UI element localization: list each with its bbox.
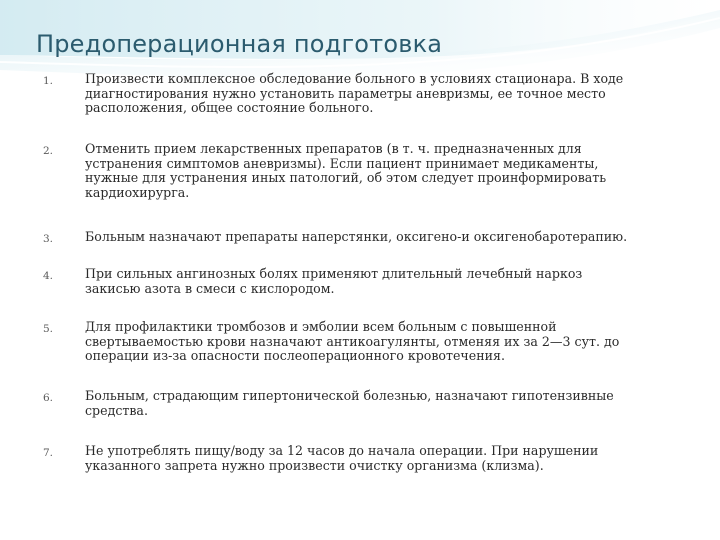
- item-number: 3.: [43, 233, 54, 245]
- item-text: [85, 444, 705, 473]
- item-line: Не употреблять пищу/воду за 12 часов до начала операции. При нарушении: [85, 443, 599, 458]
- item-line: устранения симптомов аневризмы). Если пациент принимает медикаменты,: [85, 155, 599, 171]
- item-line: Произвести комплексное обследование больного в условиях стационара. В ходе: [85, 71, 624, 86]
- item-line: Больным, страдающим гипертонической болезнью, назначают гипотензивные: [85, 388, 614, 403]
- item-text: [85, 230, 705, 245]
- item-line: указанного запрета нужно произвести очистку организма (клизма).: [85, 457, 544, 473]
- item-text: [85, 142, 705, 200]
- item-number: 6.: [43, 392, 54, 404]
- page-title: Предоперационная подготовка: [36, 30, 443, 58]
- item-line: кардиохирурга.: [85, 184, 190, 200]
- item-number: 7.: [43, 447, 54, 459]
- item-line: Отменить прием лекарственных препаратов (в т. ч. предназначенных для: [85, 141, 582, 156]
- item-line: закисью азота в смеси с кислородом.: [85, 280, 335, 296]
- item-line: средства.: [85, 402, 148, 418]
- item-text: [85, 267, 705, 296]
- item-text: [85, 389, 705, 418]
- item-number: 1.: [43, 75, 54, 87]
- item-number: 5.: [43, 323, 54, 335]
- item-line: Для профилактики тромбозов и эмболии всем больным с повышенной: [85, 319, 557, 334]
- item-line: диагностирования нужно установить параметры аневризмы, ее точное место: [85, 85, 606, 101]
- item-number: 4.: [43, 270, 54, 282]
- item-line: операции из-за опасности послеоперационного кровотечения.: [85, 348, 505, 364]
- item-text: [85, 320, 705, 364]
- item-line: нужные для устранения иных патологий, об этом следует проинформировать: [85, 170, 607, 186]
- item-number: 2.: [43, 145, 54, 157]
- item-line: свертываемостью крови назначают антикоагулянты, отменяя их за 2—3 сут. до: [85, 333, 620, 349]
- item-line: Больным назначают препараты наперстянки, оксигено-и оксигенобаротерапию.: [85, 229, 628, 244]
- item-line: расположения, общее состояние больного.: [85, 100, 374, 116]
- item-text: [85, 72, 705, 116]
- item-line: При сильных ангинозных болях применяют длительный лечебный наркоз: [85, 266, 583, 281]
